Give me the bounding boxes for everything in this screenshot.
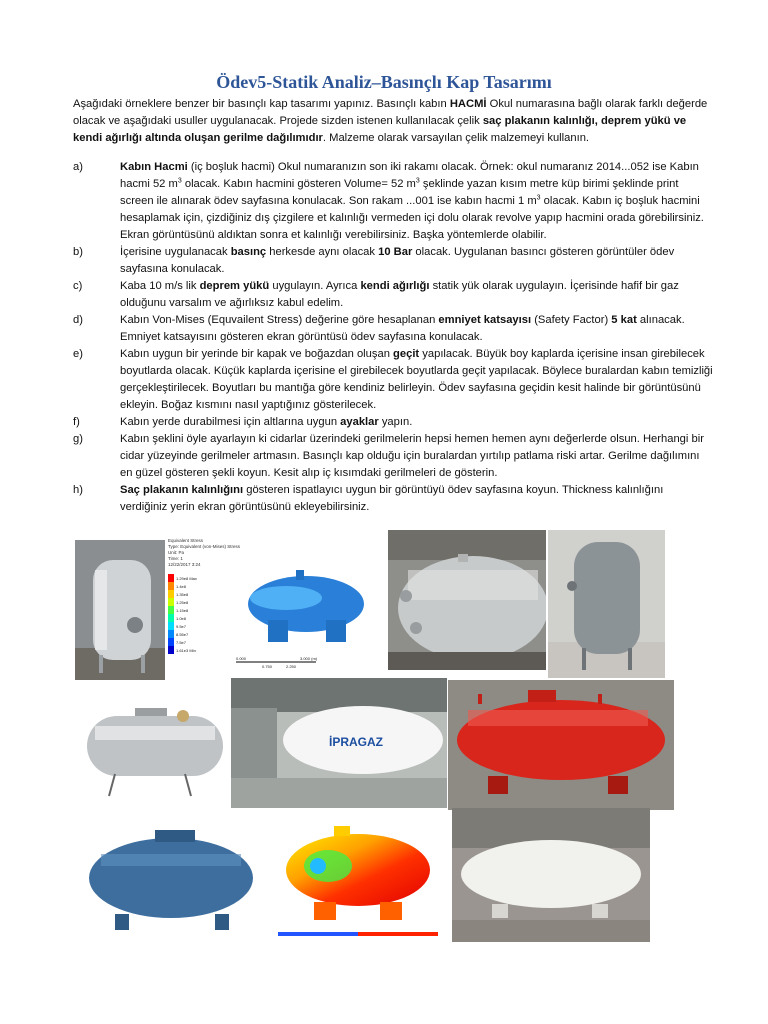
svg-text:1.15e8: 1.15e8 — [176, 608, 189, 613]
small-air-tank-photo — [75, 686, 230, 804]
list-item-e: e) Kabın uygun bir yerinde bir kapak ve boğazdan oluşan geçit yapılacak. Büyük boy kaplarda içerisine insan girebilecek boyutlarda olacak. Küçük kaplarda içerisine el girebilecek boyutlarda geçit yapılacak. Böylece buralardan kabın temizliği gerçekleştirilecek. Boyutları bu mantığa göre kendiniz belirleyin. Ödev sayfasına geçidin kesit halinde bir görüntüsünü ekleyin. Boğaz kısmını nasıl yaptığınız gösterilecek. — [73, 348, 713, 411]
list-item-g: g) Kabın şeklini öyle ayarlayın ki cidarlar üzerindeki gerilmelerin hepsi hemen hemen aynı değerlerde olsun. Herhangi bir cidar yüzeyinde gerilmeler artmasın. Basınçlı kap olduğu için buralardan yırtılıp patlama riski artar. Gerilme dağılımını en güzel gösteren şekli koyun. Kesit alıp iç kısımdaki gerilmeleri de gösterin. — [73, 433, 704, 479]
svg-text:1.29e8 Max: 1.29e8 Max — [176, 576, 197, 581]
svg-text:1.4e8: 1.4e8 — [176, 584, 187, 589]
list-item-b: b) İçerisine uygulanacak basınç herkesde aynı olacak 10 Bar olacak. Uygulanan basıncı gösteren görüntüler ödev sayfasına konulacak. — [73, 246, 675, 275]
list-item-f: f) Kabın yerde durabilmesi için altlarına uygun ayaklar yapın. — [73, 416, 413, 428]
svg-text:7.5e7: 7.5e7 — [176, 640, 187, 645]
svg-text:9.5e7: 9.5e7 — [176, 624, 187, 629]
red-tank-photo — [448, 680, 674, 810]
blue-tank-photo — [75, 814, 265, 942]
lpg-tank-photo — [231, 678, 447, 808]
grey-vertical-tank-photo — [548, 530, 665, 678]
fea-header-4: 12/22/2017 3:24 — [168, 562, 201, 567]
list-item-c: c) Kaba 10 m/s lik deprem yükü uygulayın. Ayrıca kendi ağırlığı statik yük olarak uygulayın. İçerisinde hafif bir gaz olduğunu varsalım ve ağırlıksız kabul edelim. — [73, 280, 679, 309]
list-item-d: d) Kabın Von-Mises (Equvailent Stress) değerine göre hesaplanan emniyet katsayısı (Safety Factor) 5 kat alınacak. Emniyet katsayısını gösteren ekran görüntüsü ödev sayfasına konulacak. — [73, 314, 685, 343]
list-item-a: a) Kabın Hacmi (iç boşluk hacmi) Okul numaranızın son iki rakamı olacak. Örnek: okul numaranız 2014...052 ise Kabın hacmi 52 $m^3$ olacak. Kabın hacmini gösteren Volume= 52 $m^3$ şeklinde yazan kısım metre küp birimi şeklinde print screen ile alınarak ödev sayfasına konulacak. Son rakam ...001 ise kabın hacmi 1 $m^3$ olacak. Kabın iç boşluk hacmini hesaplamak için, çizdiğiniz dış çizgilere et kalınlığı vermeden içi dolu olarak revolve yapıp hacmini orada görebilirsiniz. Ekran görüntüsünü aldıktan sonra et kalınlığı verebilirsiniz. Başka yöntemlerde olabilir. — [73, 161, 704, 241]
requirements-list — [73, 159, 713, 516]
fea-header-1: Type: Equivalent (von-Mises) Stress — [168, 544, 241, 549]
ipragaz-logo-text: İPRAGAZ — [329, 735, 383, 749]
svg-text:1.25e8: 1.25e8 — [176, 600, 189, 605]
svg-text:8.55e7: 8.55e7 — [176, 632, 189, 637]
list-item-h: h) Saç plakanın kalınlığını gösteren ispatlayıcı uygun bir görüntüyü ödev sayfasına koyun. Thickness kalınlığını verdiğiniz yerin ekran görüntüsünü ekleyebilirsiniz. — [73, 484, 664, 513]
intro-paragraph: Aşağıdaki örneklere benzer bir basınçlı kap tasarımı yapınız. Basınçlı kabın HACMİ Okul numarasına bağlı olarak farklı değerde olacak ve aşağıdaki usuller uygulanacak. Projede sizden istenen kullanılacak çelik saç plakanın kalınlığı, deprem yükü ve kendi ağırlığı altında oluşan gerilme dağılımıdır. Malzeme olarak varsayılan çelik malzemeyi kullanın. — [73, 98, 708, 144]
page-title: Ödev5-Statik Analiz–Basınçlı Kap Tasarımı — [216, 72, 552, 92]
fea-stress-screenshot — [166, 534, 387, 676]
fea-header-2: Unit: Pa — [168, 550, 185, 555]
stress-contour-photo — [274, 812, 442, 940]
fea-header-0: Equivalent Stress — [168, 538, 204, 543]
svg-text:0.750: 0.750 — [262, 664, 273, 669]
white-tank-photo — [452, 808, 650, 942]
svg-text:1.0e8: 1.0e8 — [176, 616, 187, 621]
svg-text:2.250: 2.250 — [286, 664, 297, 669]
svg-text:0.000: 0.000 — [236, 656, 247, 661]
svg-text:3.000 (m): 3.000 (m) — [300, 656, 318, 661]
fea-header-3: Time: 1 — [168, 556, 183, 561]
vertical-steel-tank-photo — [75, 540, 165, 680]
horizontal-steel-tank-photo — [388, 530, 546, 670]
svg-text:1.35e8: 1.35e8 — [176, 592, 189, 597]
svg-text:1.61e3 Min: 1.61e3 Min — [176, 648, 196, 653]
